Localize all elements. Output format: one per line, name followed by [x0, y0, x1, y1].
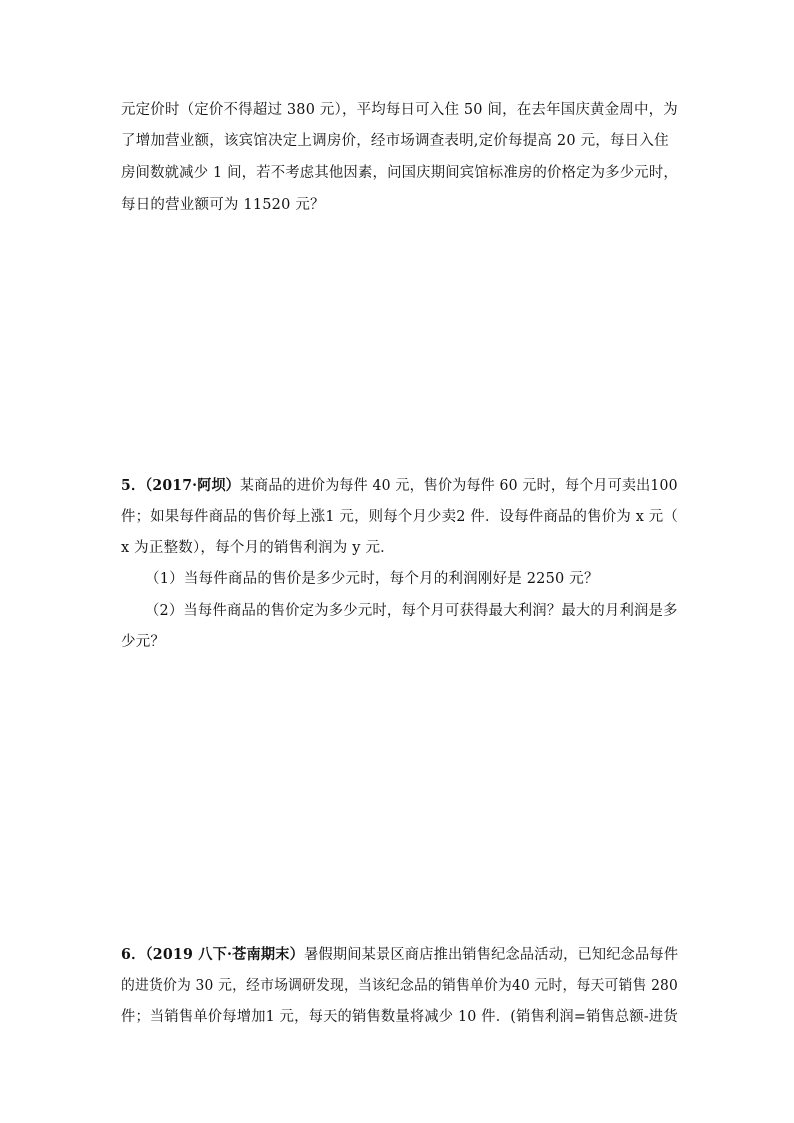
- problem-5-subquestion-2: （2）当每件商品的售价定为多少元时，每个月可获得最大利润？最大的月利润是多: [145, 603, 678, 619]
- problem-5-subquestion-1: （1）当每件商品的售价是多少元时，每个月的利润刚好是 2250 元？: [145, 571, 599, 587]
- problem-4-line-1: 元定价时（定价不得超过 380 元），平均每日可入住 50 间，在去年国庆黄金周中，为: [121, 102, 678, 118]
- problem-4-line-4: 每日的营业额可为 11520 元？: [121, 197, 325, 213]
- problem-5-line-1-text: 某商品的进价为每件 40 元，售价为每件 60 元时，每个月可卖出100: [239, 478, 678, 494]
- problem-5-number: 5．: [121, 477, 146, 494]
- problem-5-source: （2017·阿坝）: [145, 477, 240, 494]
- problem-6-line-3: 件；当销售单价每增加1 元，每天的销售数量将减少 10 件．(销售利润=销售总额-进货: [121, 1009, 678, 1025]
- problem-5-line-2: 件；如果每件商品的售价每上涨1 元，则每个月少卖2 件．设每件商品的售价为 x 元（: [121, 509, 678, 525]
- problem-5-line-1: [121, 476, 678, 496]
- problem-6-source: （2019 八下·苍南期末）: [145, 946, 305, 963]
- problem-4-line-3: 房间数就减少 1 间，若不考虑其他因素，问国庆期间宾馆标准房的价格定为多少元时，: [121, 165, 678, 181]
- problem-5-line-3: x 为正整数），每个月的销售利润为 y 元．: [121, 540, 395, 556]
- problem-6-line-1-text: 暑假期间某景区商店推出销售纪念品活动，已知纪念品每件: [304, 947, 679, 963]
- problem-4-line-2: 了增加营业额，该宾馆决定上调房价，经市场调查表明,定价每提高 20 元，每日入住: [121, 133, 669, 149]
- problem-6-line-1: [121, 945, 678, 965]
- problem-6-line-2: 的进货价为 30 元，经市场调研发现，当该纪念品的销售单价为40 元时，每天可销售 280: [121, 978, 678, 994]
- problem-6-number: 6．: [121, 946, 146, 963]
- problem-5-subquestion-2-cont: 少元？: [121, 634, 166, 650]
